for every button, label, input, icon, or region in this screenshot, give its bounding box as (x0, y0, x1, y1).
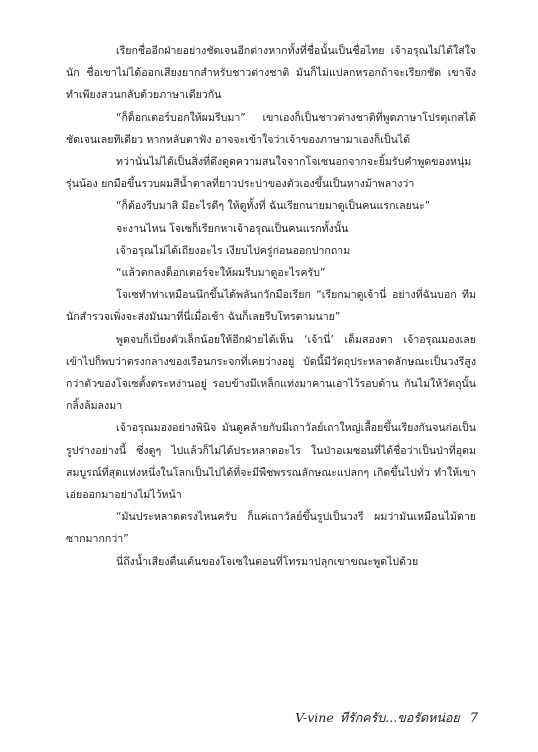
footer-title: ทีรักครับ...ขอรัดหน่อย (339, 710, 460, 725)
paragraph-8: โจเซทำท่าเหมือนนึกขึ้นได้พลันกวักมือเรียก “เรียกมาดูเจ้านี่ อย่างที่ฉันบอก ทีมนักสำรวจเพิ่งจะส่งมันมาที่นี่เมื่อเช้า ฉันก็เลยรีบโทรตามนาย” (66, 289, 476, 324)
paragraph-5: จะงานไหน โจเซก็เรียกหาเจ้าอรุณเป็นคนแรกทั้งนั้น (116, 222, 349, 235)
footer-series: V-vine (295, 710, 334, 725)
paragraph-4: “ก็ต้องรีบมาสิ มีอะไรดีๆ ให้ดูทั้งที่ ฉันเรียกนายมาดูเป็นคนแรกเลยนะ” (116, 200, 431, 213)
body-text (66, 40, 476, 573)
paragraph-1: เรียกชื่ออีกฝ่ายอย่างชัดเจนอีกต่างหากทั้งที่ชื่อนั้นเป็นชื่อไทย เจ้าอรุณไม่ได้ใส่ใจนัก ชื่อเขาไม่ได้ออกเสียงยากสำหรับชาวต่างชาติ มันก็ไม่แปลกหรอกถ้าจะเรียกชัด เขาจึงทำเพียงสวนกลับด้วยภาษาเดียวกัน (66, 45, 476, 102)
page-number: 7 (469, 711, 478, 726)
paragraph-12: นี่ถึงน้ำเสียงตื่นเต้นของโจเซในตอนที่โทรมาปลุกเขาขณะพูดไปด้วย (116, 555, 419, 568)
paragraph-11: “มันประหลาดตรงไหนครับ ก็แค่เถาวัลย์ขึ้นรูปเป็นวงรี ผมว่ามันเหมือนไม้ตายซากมากกว่า” (66, 511, 476, 546)
paragraph-2: “ก็ด็อกเตอร์บอกให้ผมรีบมา” เขาเองก็เป็นชาวต่างชาติที่พูดภาษาโปรตุเกสได้ชัดเจนเลยทีเดียว หากหลับตาฟัง อาจจะเข้าใจว่าเจ้าของภาษามาเองก็เป็นได้ (66, 111, 476, 146)
paragraph-3: ทว่านั่นไม่ได้เป็นสิ่งที่ดึงดูดความสนใจจากโจเซนอกจากจะยิ้มรับคำพูดของหนุ่มรุ่นน้อง ยกมือขึ้นรวบผมสีน้ำตาลที่ยาวประบ่าของตัวเองขึ้นเป็นหางม้าพลางว่า (66, 156, 472, 191)
page-footer (295, 708, 478, 728)
paragraph-6: เจ้าอรุณไม่ได้เถียงอะไร เงียบไปครู่ก่อนออกปากถาม (116, 244, 351, 257)
paragraph-9: พูดจบก็เบี่ยงตัวเล็กน้อยให้อีกฝ่ายได้เห็น ‘เจ้านี่’ เต็มสองตา เจ้าอรุณมองเลยเข้าไปก็พบว่าตรงกลางของเรือนกระจกที่เคยว่างอยู่ บัดนี้มีวัตถุประหลาดลักษณะเป็นวงรีสูงกว่าตัวของโจเซตั้งตระหง่านอยู่ รอบข้างมีเหล็กแท่งมาคานเอาไว้รอบด้าน กันไม่ให้วัตถุนั้นกลิ้งล้มลงมา (66, 333, 476, 413)
paragraph-10: เจ้าอรุณมองอย่างพินิจ มันดูคล้ายกับมีเถาวัลย์เถาใหญ่เลื้อยขึ้นเรียงกันจนก่อเป็นรูปร่างอย่างนี้ ซึ่งดูๆ ไปแล้วก็ไม่ได้ประหลาดอะไร ในป่าอเมซอนที่ได้ชื่อว่าเป็นป่าที่อุดมสมบูรณ์ที่สุดแห่งหนึ่งในโลกเป็นไปได้ที่จะมีพืชพรรณลักษณะแปลกๆ เกิดขึ้นไปทั่ว ทำให้เขาเอ่ยออกมาอย่างไม่ไว้หน้า (66, 422, 476, 502)
paragraph-7: “แล้วตกลงด็อกเตอร์จะให้ผมรีบมาดูอะไรครับ” (116, 267, 326, 280)
